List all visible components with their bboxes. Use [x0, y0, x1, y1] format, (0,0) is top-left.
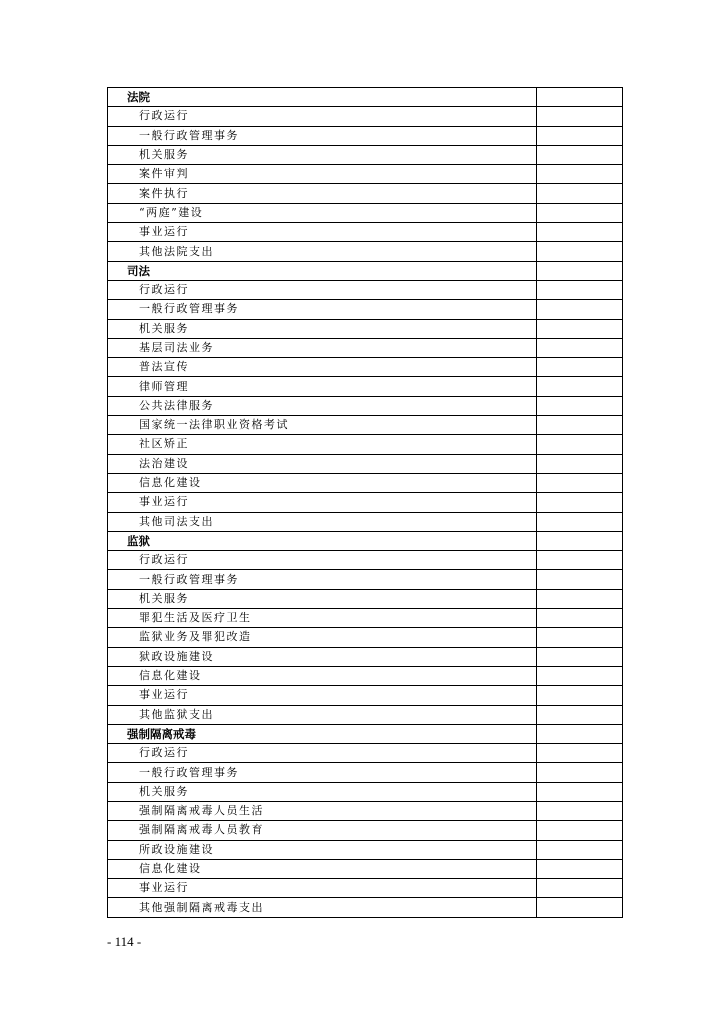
- amount-cell: [537, 473, 623, 492]
- item-name-cell: 案件执行: [108, 184, 537, 203]
- table-row: [108, 145, 623, 164]
- category-row: [108, 261, 623, 280]
- item-name-cell: 公共法律服务: [108, 396, 537, 415]
- table-row: [108, 300, 623, 319]
- table-row: [108, 551, 623, 570]
- category-row: [108, 88, 623, 107]
- category-name-cell: 强制隔离戒毒: [108, 724, 537, 743]
- amount-cell: [537, 821, 623, 840]
- table-row: [108, 338, 623, 357]
- table-row: [108, 493, 623, 512]
- item-name-cell: 机关服务: [108, 145, 537, 164]
- table-row: [108, 570, 623, 589]
- amount-cell: [537, 570, 623, 589]
- item-name-cell: 其他司法支出: [108, 512, 537, 531]
- amount-cell: [537, 435, 623, 454]
- amount-cell: [537, 705, 623, 724]
- table-row: [108, 358, 623, 377]
- item-name-cell: 机关服务: [108, 589, 537, 608]
- item-name-cell: 强制隔离戒毒人员生活: [108, 801, 537, 820]
- amount-cell: [537, 686, 623, 705]
- category-row: [108, 531, 623, 550]
- amount-cell: [537, 551, 623, 570]
- amount-cell: [537, 242, 623, 261]
- item-name-cell: 普法宣传: [108, 358, 537, 377]
- item-name-cell: 事业运行: [108, 493, 537, 512]
- amount-cell: [537, 107, 623, 126]
- item-name-cell: 信息化建设: [108, 666, 537, 685]
- amount-cell: [537, 531, 623, 550]
- item-name-cell: 案件审判: [108, 165, 537, 184]
- amount-cell: [537, 493, 623, 512]
- item-name-cell: 法治建设: [108, 454, 537, 473]
- table-row: [108, 744, 623, 763]
- table-row: [108, 473, 623, 492]
- item-name-cell: 罪犯生活及医疗卫生: [108, 609, 537, 628]
- table-row: [108, 686, 623, 705]
- table-row: [108, 609, 623, 628]
- item-name-cell: 事业运行: [108, 686, 537, 705]
- table-row: [108, 705, 623, 724]
- amount-cell: [537, 300, 623, 319]
- item-name-cell: 狱政设施建设: [108, 647, 537, 666]
- table-row: [108, 589, 623, 608]
- table-row: [108, 879, 623, 898]
- table-row: [108, 898, 623, 917]
- item-name-cell: 事业运行: [108, 223, 537, 242]
- table-row: [108, 107, 623, 126]
- table-row: [108, 435, 623, 454]
- item-name-cell: 行政运行: [108, 280, 537, 299]
- item-name-cell: 事业运行: [108, 879, 537, 898]
- amount-cell: [537, 416, 623, 435]
- item-name-cell: 机关服务: [108, 782, 537, 801]
- item-name-cell: 社区矫正: [108, 435, 537, 454]
- amount-cell: [537, 724, 623, 743]
- amount-cell: [537, 165, 623, 184]
- amount-cell: [537, 184, 623, 203]
- table-row: [108, 801, 623, 820]
- table-row: [108, 184, 623, 203]
- item-name-cell: 行政运行: [108, 744, 537, 763]
- item-name-cell: 国家统一法律职业资格考试: [108, 416, 537, 435]
- table-row: [108, 280, 623, 299]
- amount-cell: [537, 512, 623, 531]
- item-name-cell: 行政运行: [108, 107, 537, 126]
- item-name-cell: 其他强制隔离戒毒支出: [108, 898, 537, 917]
- item-name-cell: 信息化建设: [108, 859, 537, 878]
- amount-cell: [537, 280, 623, 299]
- amount-cell: [537, 319, 623, 338]
- table-row: [108, 666, 623, 685]
- amount-cell: [537, 801, 623, 820]
- category-name-cell: 司法: [108, 261, 537, 280]
- category-name-cell: 监狱: [108, 531, 537, 550]
- item-name-cell: 行政运行: [108, 551, 537, 570]
- amount-cell: [537, 145, 623, 164]
- table-row: [108, 319, 623, 338]
- item-name-cell: 强制隔离戒毒人员教育: [108, 821, 537, 840]
- item-name-cell: 其他法院支出: [108, 242, 537, 261]
- table-row: [108, 203, 623, 222]
- category-row: [108, 724, 623, 743]
- item-name-cell: 信息化建设: [108, 473, 537, 492]
- page-number: - 114 -: [107, 934, 142, 949]
- table-row: [108, 454, 623, 473]
- amount-cell: [537, 203, 623, 222]
- amount-cell: [537, 744, 623, 763]
- table-row: [108, 628, 623, 647]
- table-row: [108, 242, 623, 261]
- amount-cell: [537, 647, 623, 666]
- table-row: [108, 859, 623, 878]
- item-name-cell: 一般行政管理事务: [108, 763, 537, 782]
- table-row: [108, 512, 623, 531]
- table-row: [108, 782, 623, 801]
- item-name-cell: 一般行政管理事务: [108, 300, 537, 319]
- amount-cell: [537, 396, 623, 415]
- amount-cell: [537, 859, 623, 878]
- table-row: [108, 647, 623, 666]
- table-row: [108, 377, 623, 396]
- table-row: [108, 840, 623, 859]
- table-row: [108, 223, 623, 242]
- amount-cell: [537, 763, 623, 782]
- table-row: [108, 416, 623, 435]
- table-row: [108, 821, 623, 840]
- amount-cell: [537, 898, 623, 917]
- item-name-cell: 一般行政管理事务: [108, 126, 537, 145]
- amount-cell: [537, 782, 623, 801]
- amount-cell: [537, 666, 623, 685]
- item-name-cell: 基层司法业务: [108, 338, 537, 357]
- item-name-cell: 一般行政管理事务: [108, 570, 537, 589]
- item-name-cell: 律师管理: [108, 377, 537, 396]
- table-row: [108, 396, 623, 415]
- item-name-cell: 其他监狱支出: [108, 705, 537, 724]
- amount-cell: [537, 261, 623, 280]
- table-body: [108, 88, 623, 918]
- amount-cell: [537, 377, 623, 396]
- item-name-cell: 监狱业务及罪犯改造: [108, 628, 537, 647]
- item-name-cell: 所政设施建设: [108, 840, 537, 859]
- amount-cell: [537, 454, 623, 473]
- amount-cell: [537, 628, 623, 647]
- amount-cell: [537, 609, 623, 628]
- amount-cell: [537, 358, 623, 377]
- item-name-cell: “两庭”建设: [108, 203, 537, 222]
- item-name-cell: 机关服务: [108, 319, 537, 338]
- amount-cell: [537, 88, 623, 107]
- amount-cell: [537, 126, 623, 145]
- table-row: [108, 126, 623, 145]
- amount-cell: [537, 879, 623, 898]
- table-row: [108, 165, 623, 184]
- expenditure-table: [107, 87, 623, 918]
- table-row: [108, 763, 623, 782]
- amount-cell: [537, 589, 623, 608]
- amount-cell: [537, 223, 623, 242]
- amount-cell: [537, 338, 623, 357]
- category-name-cell: 法院: [108, 88, 537, 107]
- amount-cell: [537, 840, 623, 859]
